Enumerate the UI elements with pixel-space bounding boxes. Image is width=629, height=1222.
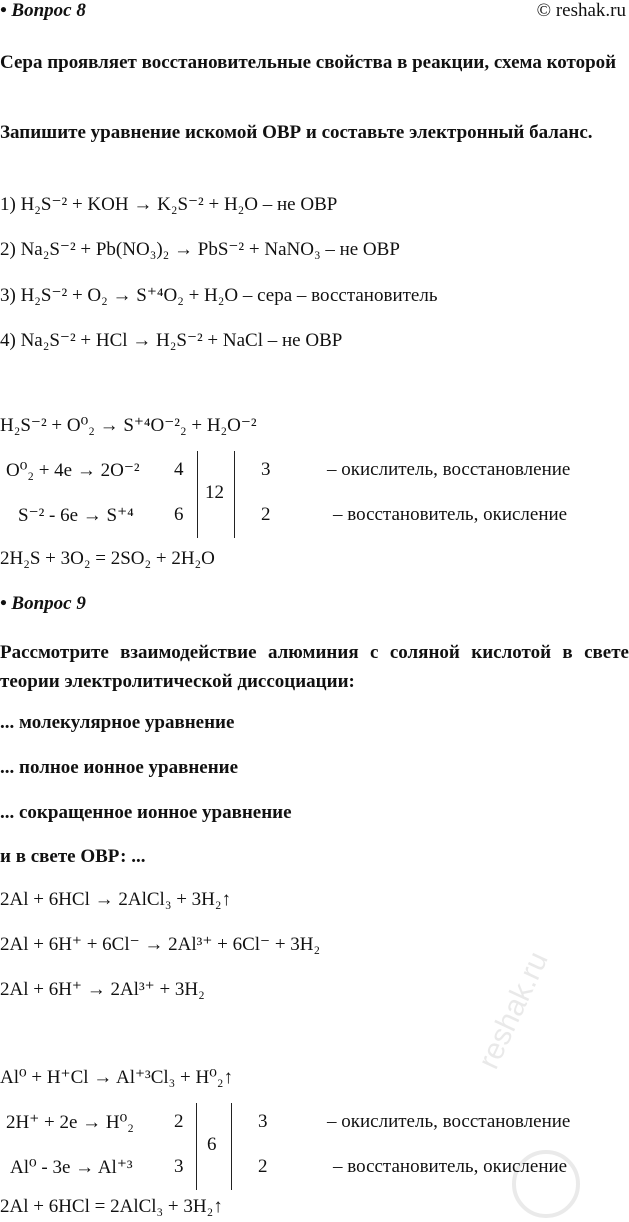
q8-option-1: 1) H₂S⁻² + KOH → K₂S⁻² + H₂O – не ОВР xyxy=(0,194,338,215)
q9-half-reaction-2: Al⁰ - 3e → Al⁺³ xyxy=(10,1157,133,1178)
q9-role-2: – восстановитель, окисление xyxy=(333,1156,568,1177)
q8-half-reaction-1: O⁰₂ + 4e → 2O⁻² xyxy=(6,460,140,481)
q9-short-ionic-equation: 2Al + 6H⁺ → 2Al³⁺ + 3H₂ xyxy=(0,979,205,1000)
q8-option-3: 3) H₂S⁻² + O₂ → S⁺⁴O₂ + H₂O – сера – восстановитель xyxy=(0,285,438,306)
question-8-title: • Вопрос 8 xyxy=(0,0,86,21)
q9-lcm: 6 xyxy=(207,1134,217,1155)
q9-item-short-ionic: ... сокращенное ионное уравнение xyxy=(0,802,292,823)
q8-coefficient-2: 2 xyxy=(261,504,271,525)
q9-task-text: Рассмотрите взаимодействие алюминия с соляной кислотой в свете теории электролитической диссоциации: xyxy=(0,642,629,692)
q8-lcm: 12 xyxy=(205,482,224,503)
q9-role-1: – окислитель, восстановление xyxy=(327,1111,571,1132)
q8-electrons-1: 4 xyxy=(174,459,184,480)
q8-balance-divider-left xyxy=(197,451,198,538)
q9-molecular-equation: 2Al + 6HCl → 2AlCl₃ + 3H₂↑ xyxy=(0,889,232,910)
q8-task-text: Сера проявляет восстановительные свойства в реакции, схема которой xyxy=(0,52,617,73)
q9-item-full-ionic: ... полное ионное уравнение xyxy=(0,757,239,778)
q9-ovr-label: и в свете ОВР: ... xyxy=(0,846,146,867)
q8-half-reaction-2: S⁻² - 6e → S⁺⁴ xyxy=(18,505,134,526)
q9-electrons-2: 3 xyxy=(174,1156,184,1177)
q8-coefficient-1: 3 xyxy=(261,459,271,480)
site-credit: © reshak.ru xyxy=(536,0,626,21)
q8-balance-divider-right xyxy=(234,451,235,538)
q9-coefficient-2: 2 xyxy=(258,1156,268,1177)
q9-final-equation: 2Al + 6HCl = 2AlCl₃ + 3H₂↑ xyxy=(0,1196,223,1217)
watermark-text: reshak.ru xyxy=(472,946,555,1074)
q9-electrons-1: 2 xyxy=(174,1111,184,1132)
q9-redox-scheme: Al⁰ + H⁺Cl → Al⁺³Cl₃ + H⁰₂↑ xyxy=(0,1067,233,1088)
q9-item-molecular: ... молекулярное уравнение xyxy=(0,712,235,733)
q8-option-4: 4) Na₂S⁻² + HCl → H₂S⁻² + NaCl – не ОВР xyxy=(0,330,343,351)
q8-redox-scheme: H₂S⁻² + O⁰₂ → S⁺⁴O⁻²₂ + H₂O⁻² xyxy=(0,415,257,436)
q9-balance-divider-left xyxy=(196,1103,197,1190)
q9-full-ionic-equation: 2Al + 6H⁺ + 6Cl⁻ → 2Al³⁺ + 6Cl⁻ + 3H₂ xyxy=(0,934,321,955)
q8-role-1: – окислитель, восстановление xyxy=(327,459,571,480)
q8-option-2: 2) Na₂S⁻² + Pb(NO₃)₂ → PbS⁻² + NaNO₃ – не ОВР xyxy=(0,239,400,260)
q9-coefficient-1: 3 xyxy=(258,1111,268,1132)
q8-electrons-2: 6 xyxy=(174,504,184,525)
q8-final-equation: 2H₂S + 3O₂ = 2SO₂ + 2H₂O xyxy=(0,548,215,569)
q8-role-2: – восстановитель, окисление xyxy=(333,504,568,525)
question-9-title: • Вопрос 9 xyxy=(0,593,86,614)
q9-balance-divider-right xyxy=(231,1103,232,1190)
q8-instruction: Запишите уравнение искомой ОВР и составьте электронный баланс. xyxy=(0,122,593,143)
q9-half-reaction-1: 2H⁺ + 2e → H⁰₂ xyxy=(6,1112,134,1133)
